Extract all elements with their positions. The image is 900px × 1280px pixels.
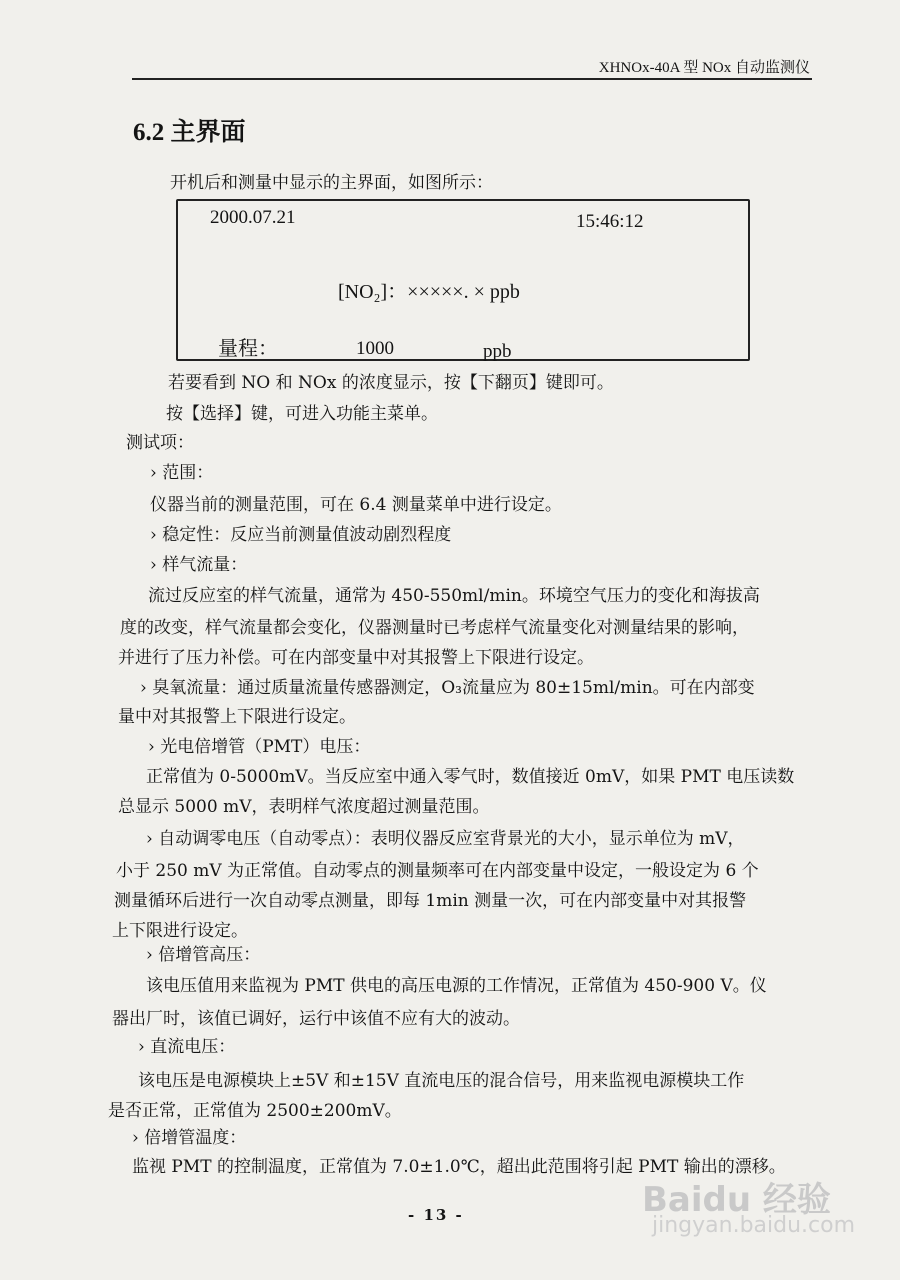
text-line: 器出厂时，该值已调好，运行中该值不应有大的波动。 bbox=[112, 1009, 520, 1029]
text-line: 监视 PMT 的控制温度，正常值为 7.0±1.0℃，超出此范围将引起 PMT 输出的漂移。 bbox=[132, 1157, 786, 1177]
text-line: › 样气流量： bbox=[150, 555, 248, 575]
text-line: 上下限进行设定。 bbox=[112, 921, 248, 941]
screen-range-unit: ppb bbox=[483, 341, 512, 362]
text-line: 是否正常，正常值为 2500±200mV。 bbox=[108, 1101, 402, 1121]
page-number: - 13 - bbox=[408, 1206, 464, 1224]
screen-time: 15:46:12 bbox=[576, 211, 644, 232]
text-line: 正常值为 0-5000mV。当反应室中通入零气时，数值接近 0mV，如果 PMT 电压读数 bbox=[146, 767, 795, 787]
text-line: 按【选择】键，可进入功能主菜单。 bbox=[166, 404, 438, 424]
screen-range-value: 1000 bbox=[356, 338, 394, 359]
header-rule bbox=[132, 78, 812, 80]
text-line: 小于 250 mV 为正常值。自动零点的测量频率可在内部变量中设定，一般设定为 6 个 bbox=[116, 861, 759, 881]
watermark-logo: Baidu 经验 bbox=[642, 1180, 831, 1220]
text-line: › 光电倍增管（PMT）电压： bbox=[148, 737, 371, 757]
text-line: 测试项： bbox=[126, 433, 194, 453]
text-line: › 自动调零电压（自动零点）：表明仪器反应室背景光的大小，显示单位为 mV， bbox=[146, 829, 745, 849]
text-line: › 稳定性：反应当前测量值波动剧烈程度 bbox=[150, 525, 452, 545]
text-line: 度的改变，样气流量都会变化，仪器测量时已考虑样气流量变化对测量结果的影响， bbox=[120, 618, 749, 638]
text-line: › 倍增管温度： bbox=[132, 1128, 247, 1148]
text-line: 若要看到 NO 和 NOx 的浓度显示，按【下翻页】键即可。 bbox=[168, 373, 614, 393]
running-header: XHNOx-40A 型 NOx 自动监测仪 bbox=[598, 60, 810, 76]
text-line: › 范围： bbox=[150, 463, 214, 483]
screen-range-label: 量程： bbox=[218, 336, 278, 360]
text-line: 并进行了压力补偿。可在内部变量中对其报警上下限进行设定。 bbox=[118, 648, 594, 668]
screen-date: 2000.07.21 bbox=[210, 207, 296, 228]
text-line: 仪器当前的测量范围，可在 6.4 测量菜单中进行设定。 bbox=[150, 495, 562, 515]
text-line: 测量循环后进行一次自动零点测量，即每 1min 测量一次，可在内部变量中对其报警 bbox=[114, 891, 747, 911]
text-line: 该电压是电源模块上±5V 和±15V 直流电压的混合信号，用来监视电源模块工作 bbox=[138, 1071, 745, 1091]
section-title: 6.2 主界面 bbox=[133, 119, 246, 146]
text-line: › 倍增管高压： bbox=[146, 945, 261, 965]
intro-paragraph: 开机后和测量中显示的主界面，如图所示： bbox=[170, 173, 493, 193]
text-line: 总显示 5000 mV，表明样气浓度超过测量范围。 bbox=[118, 797, 490, 817]
text-line: › 直流电压： bbox=[138, 1037, 236, 1057]
text-line: › 臭氧流量：通过质量流量传感器测定，O₃流量应为 80±15ml/min。可在内部变 bbox=[140, 678, 755, 698]
text-line: 该电压值用来监视为 PMT 供电的高压电源的工作情况，正常值为 450-900 V。仪 bbox=[146, 976, 767, 996]
text-line: 流过反应室的样气流量，通常为 450-550ml/min。环境空气压力的变化和海拔高 bbox=[148, 586, 760, 606]
text-line: 量中对其报警上下限进行设定。 bbox=[118, 707, 356, 727]
screen-no2-reading: [NO₂]：×××××. × ppb bbox=[338, 281, 520, 303]
watermark-url: jingyan.baidu.com bbox=[652, 1213, 856, 1238]
main-screen-figure bbox=[176, 199, 750, 361]
